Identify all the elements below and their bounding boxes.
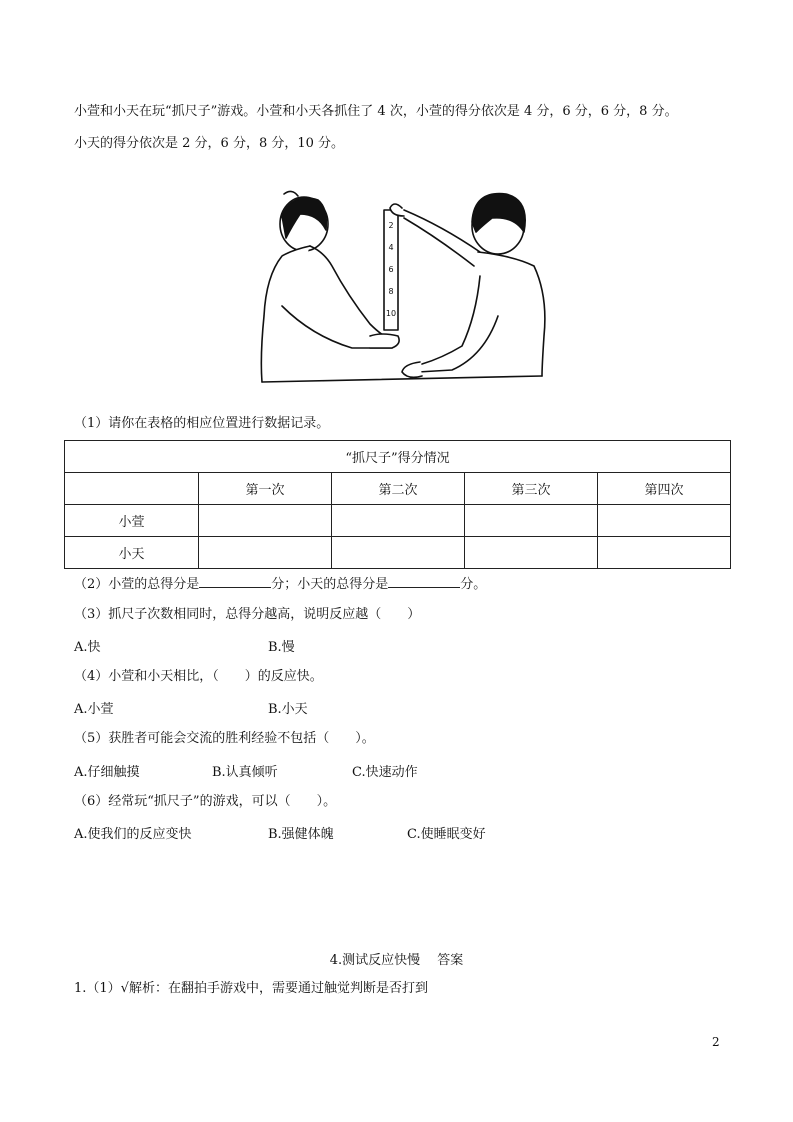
ruler-mark: 2	[388, 221, 394, 230]
q4-option-a[interactable]: A.小萱	[74, 702, 114, 717]
table-row	[65, 505, 731, 537]
score-cell[interactable]	[199, 537, 332, 569]
score-cell[interactable]	[465, 537, 598, 569]
table-title: “抓尺子”得分情况	[65, 441, 731, 473]
score-cell[interactable]	[465, 505, 598, 537]
q2-part-2: 分；小天的总得分是	[271, 577, 389, 592]
q2-part-1: （2）小萱的总得分是	[74, 577, 200, 592]
score-cell[interactable]	[332, 505, 465, 537]
score-cell[interactable]	[598, 505, 731, 537]
column-header: 第二次	[332, 473, 465, 505]
xiaotian-total-blank[interactable]	[388, 574, 460, 588]
answer-line-1: 1.（1）√解析：在翻拍手游戏中，需要通过触觉判断是否打到	[74, 981, 428, 996]
boy-figure	[390, 194, 545, 378]
intro-line-2: 小天的得分依次是 2 分，6 分，8 分，10 分。	[74, 136, 345, 151]
ruler-mark: 10	[385, 309, 397, 318]
q5-option-c[interactable]: C.快速动作	[352, 765, 418, 780]
intro-line-1: 小萱和小天在玩“抓尺子”游戏。小萱和小天各抓住了 4 次，小萱的得分依次是 4 分，6 分，6 分，8 分。	[74, 104, 678, 119]
column-header: 第四次	[598, 473, 731, 505]
column-header	[65, 473, 199, 505]
page-number: 2	[712, 1035, 720, 1049]
score-table	[64, 440, 731, 569]
ruler-mark: 8	[388, 287, 394, 296]
q1-text: （1）请你在表格的相应位置进行数据记录。	[74, 416, 330, 431]
q2-part-3: 分。	[460, 577, 487, 592]
q5-option-b[interactable]: B.认真倾听	[212, 765, 278, 780]
q3-option-b[interactable]: B.慢	[268, 640, 295, 655]
table-row	[65, 537, 731, 569]
ruler-mark: 6	[388, 265, 394, 274]
xiaoxuan-total-blank[interactable]	[199, 574, 271, 588]
q4-option-b[interactable]: B.小天	[268, 702, 308, 717]
q6-option-a[interactable]: A.使我们的反应变快	[74, 827, 192, 842]
ruler-mark: 4	[388, 243, 394, 252]
score-cell[interactable]	[598, 537, 731, 569]
q4-text: （4）小萱和小天相比，（ ）的反应快。	[74, 669, 323, 684]
table-header-row	[65, 473, 731, 505]
q5-option-a[interactable]: A.仔细触摸	[74, 765, 140, 780]
score-cell[interactable]	[332, 537, 465, 569]
girl-figure	[261, 191, 399, 382]
q6-option-b[interactable]: B.强健体魄	[268, 827, 334, 842]
q2-line	[74, 574, 486, 595]
row-label: 小天	[65, 537, 199, 569]
score-cell[interactable]	[199, 505, 332, 537]
catch-ruler-illustration	[252, 186, 552, 386]
column-header: 第一次	[199, 473, 332, 505]
q3-text: （3）抓尺子次数相同时，总得分越高，说明反应越（ ）	[74, 607, 421, 622]
q3-option-a[interactable]: A.快	[74, 640, 101, 655]
table-edge	[262, 376, 542, 382]
q6-text: （6）经常玩“抓尺子”的游戏，可以（ ）。	[74, 794, 337, 809]
q5-text: （5）获胜者可能会交流的胜利经验不包括（ ）。	[74, 731, 375, 746]
column-header: 第三次	[465, 473, 598, 505]
row-label: 小萱	[65, 505, 199, 537]
answer-heading: 4.测试反应快慢 答案	[329, 953, 464, 968]
q6-option-c[interactable]: C.使睡眠变好	[407, 827, 486, 842]
